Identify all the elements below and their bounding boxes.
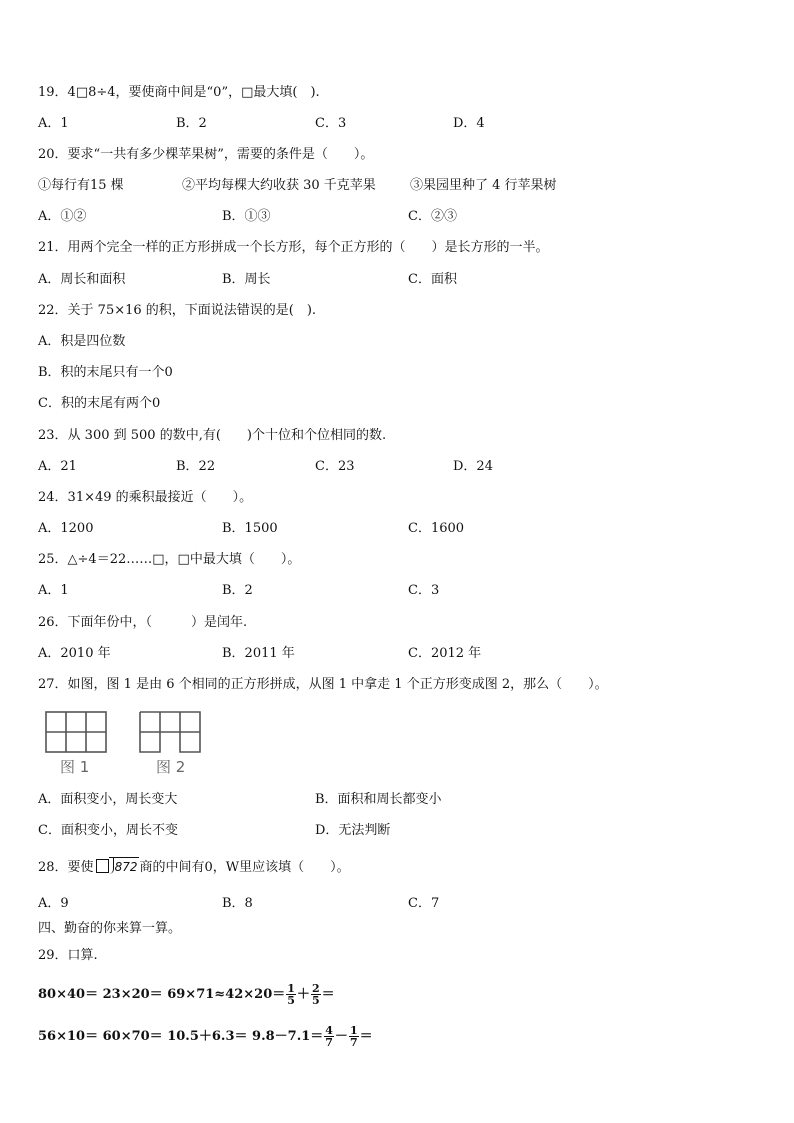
option-b[interactable]: B．①③ <box>222 209 271 224</box>
option-a[interactable]: A．2010 年 <box>38 646 111 661</box>
option-a[interactable]: A．21 <box>38 459 77 474</box>
question-text: 要求“一共有多少棵苹果树”，需要的条件是（ ）。 <box>67 147 374 162</box>
option-d[interactable]: D．4 <box>453 116 485 131</box>
question-number: 28． <box>38 860 68 875</box>
option-b[interactable]: B．22 <box>176 459 216 474</box>
option-c[interactable]: C．23 <box>315 459 355 474</box>
question-number: 24． <box>38 490 68 505</box>
question-number: 22． <box>38 303 68 318</box>
question-22 <box>38 302 316 320</box>
option-c[interactable]: C．积的末尾有两个0 <box>38 396 161 411</box>
question-text-after: 商的中间有0，W里应该填（ ）。 <box>139 860 350 875</box>
option-b[interactable]: B．面积和周长都变小 <box>315 792 442 807</box>
equals: ＝ <box>321 987 335 1002</box>
question-text: 4□8÷4，要使商中间是“0”，□最大填( ). <box>67 85 320 100</box>
question-number: 25． <box>38 552 68 567</box>
option-b[interactable]: B．2011 年 <box>222 646 295 661</box>
expr: 60×70＝ <box>102 1029 163 1044</box>
fraction: $\frac{1}{7}$ <box>349 1024 358 1049</box>
option-c[interactable]: C．②③ <box>408 209 457 224</box>
question-text: 口算. <box>67 948 98 963</box>
question-number: 26． <box>38 615 68 630</box>
option-b[interactable]: B．积的末尾只有一个0 <box>38 365 173 380</box>
question-27 <box>38 676 608 694</box>
question-25 <box>38 551 300 569</box>
option-b[interactable]: B．1500 <box>222 521 278 536</box>
option-b[interactable]: B．8 <box>222 896 253 911</box>
question-text: 从 300 到 500 的数中,有( )个十位和个位相同的数. <box>67 428 387 443</box>
question-number: 29． <box>38 948 68 963</box>
option-a[interactable]: A．1 <box>38 583 69 598</box>
question-number: 23． <box>38 428 68 443</box>
question-text-before: 要使 <box>67 860 94 875</box>
option-c[interactable]: C．3 <box>408 583 440 598</box>
option-b[interactable]: B．2 <box>222 583 253 598</box>
question-21 <box>38 239 549 257</box>
condition-1: ①每行有15 棵 <box>38 178 124 193</box>
fraction: $\frac{1}{5}$ <box>287 982 295 1007</box>
operator: ＋ <box>296 987 310 1002</box>
option-b[interactable]: B．2 <box>176 116 207 131</box>
option-c[interactable]: C．1600 <box>408 521 465 536</box>
question-text: 如图，图 1 是由 6 个相同的正方形拼成，从图 1 中拿走 1 个正方形变成图 2，那么（ ）。 <box>67 677 608 692</box>
expr: 80×40＝ <box>38 987 99 1002</box>
question-number: 20． <box>38 147 68 162</box>
question-text: 用两个完全一样的正方形拼成一个长方形，每个正方形的（ ）是长方形的一半。 <box>67 240 549 255</box>
option-c[interactable]: C．3 <box>315 116 347 131</box>
mental-math-row-2 <box>38 1025 373 1048</box>
option-a[interactable]: A．1 <box>38 116 69 131</box>
long-division-dividend: 872 <box>109 857 140 876</box>
expr: 69×71≈ <box>167 987 226 1002</box>
section-title: 四、勤奋的你来算一算。 <box>38 921 182 936</box>
question-29 <box>38 947 98 965</box>
question-20 <box>38 146 373 164</box>
figure-2-label: 图 2 <box>156 758 186 776</box>
option-d[interactable]: D．无法判断 <box>315 823 391 838</box>
option-d[interactable]: D．24 <box>453 459 493 474</box>
expr: 9.8－7.1＝ <box>252 1029 324 1044</box>
option-a[interactable]: A．9 <box>38 896 69 911</box>
question-number: 21． <box>38 240 68 255</box>
mental-math-row-1 <box>38 983 335 1006</box>
question-number: 27． <box>38 677 68 692</box>
operator: － <box>334 1029 348 1044</box>
option-a[interactable]: A．积是四位数 <box>38 334 126 349</box>
option-a[interactable]: A．1200 <box>38 521 94 536</box>
option-c[interactable]: C．7 <box>408 896 440 911</box>
option-a[interactable]: A．面积变小，周长变大 <box>38 792 178 807</box>
question-28 <box>38 857 350 877</box>
option-a[interactable]: A．周长和面积 <box>38 272 126 287</box>
expr: 56×10＝ <box>38 1029 99 1044</box>
question-19 <box>38 84 320 102</box>
option-c[interactable]: C．2012 年 <box>408 646 482 661</box>
option-a[interactable]: A．①② <box>38 209 87 224</box>
blank-box <box>96 859 109 873</box>
equals: ＝ <box>359 1029 373 1044</box>
figure-1-label: 图 1 <box>60 758 90 776</box>
question-26 <box>38 614 247 632</box>
option-c[interactable]: C．面积变小，周长不变 <box>38 823 178 838</box>
question-23 <box>38 427 386 445</box>
question-text: 31×49 的乘积最接近（ ）。 <box>67 490 253 505</box>
condition-2: ②平均每棵大约收获 30 千克苹果 <box>182 178 376 193</box>
question-text: △÷4＝22……□，□中最大填（ ）。 <box>67 552 301 567</box>
option-c[interactable]: C．面积 <box>408 272 457 287</box>
condition-3: ③果园里种了 4 行苹果树 <box>410 178 557 193</box>
question-text: 下面年份中，（ ）是闰年. <box>67 615 248 630</box>
figure-1 <box>46 712 106 752</box>
fraction: $\frac{4}{7}$ <box>325 1024 333 1049</box>
expr: 10.5＋6.3＝ <box>167 1029 248 1044</box>
question-24 <box>38 489 252 507</box>
question-number: 19． <box>38 85 68 100</box>
figure-2 <box>140 712 200 752</box>
expr: 42×20＝ <box>225 987 286 1002</box>
figure-squares <box>40 706 220 778</box>
question-text: 关于 75×16 的积，下面说法错误的是( ). <box>67 303 317 318</box>
option-b[interactable]: B．周长 <box>222 272 271 287</box>
expr: 23×20＝ <box>102 987 163 1002</box>
fraction: $\frac{2}{5}$ <box>311 982 320 1007</box>
